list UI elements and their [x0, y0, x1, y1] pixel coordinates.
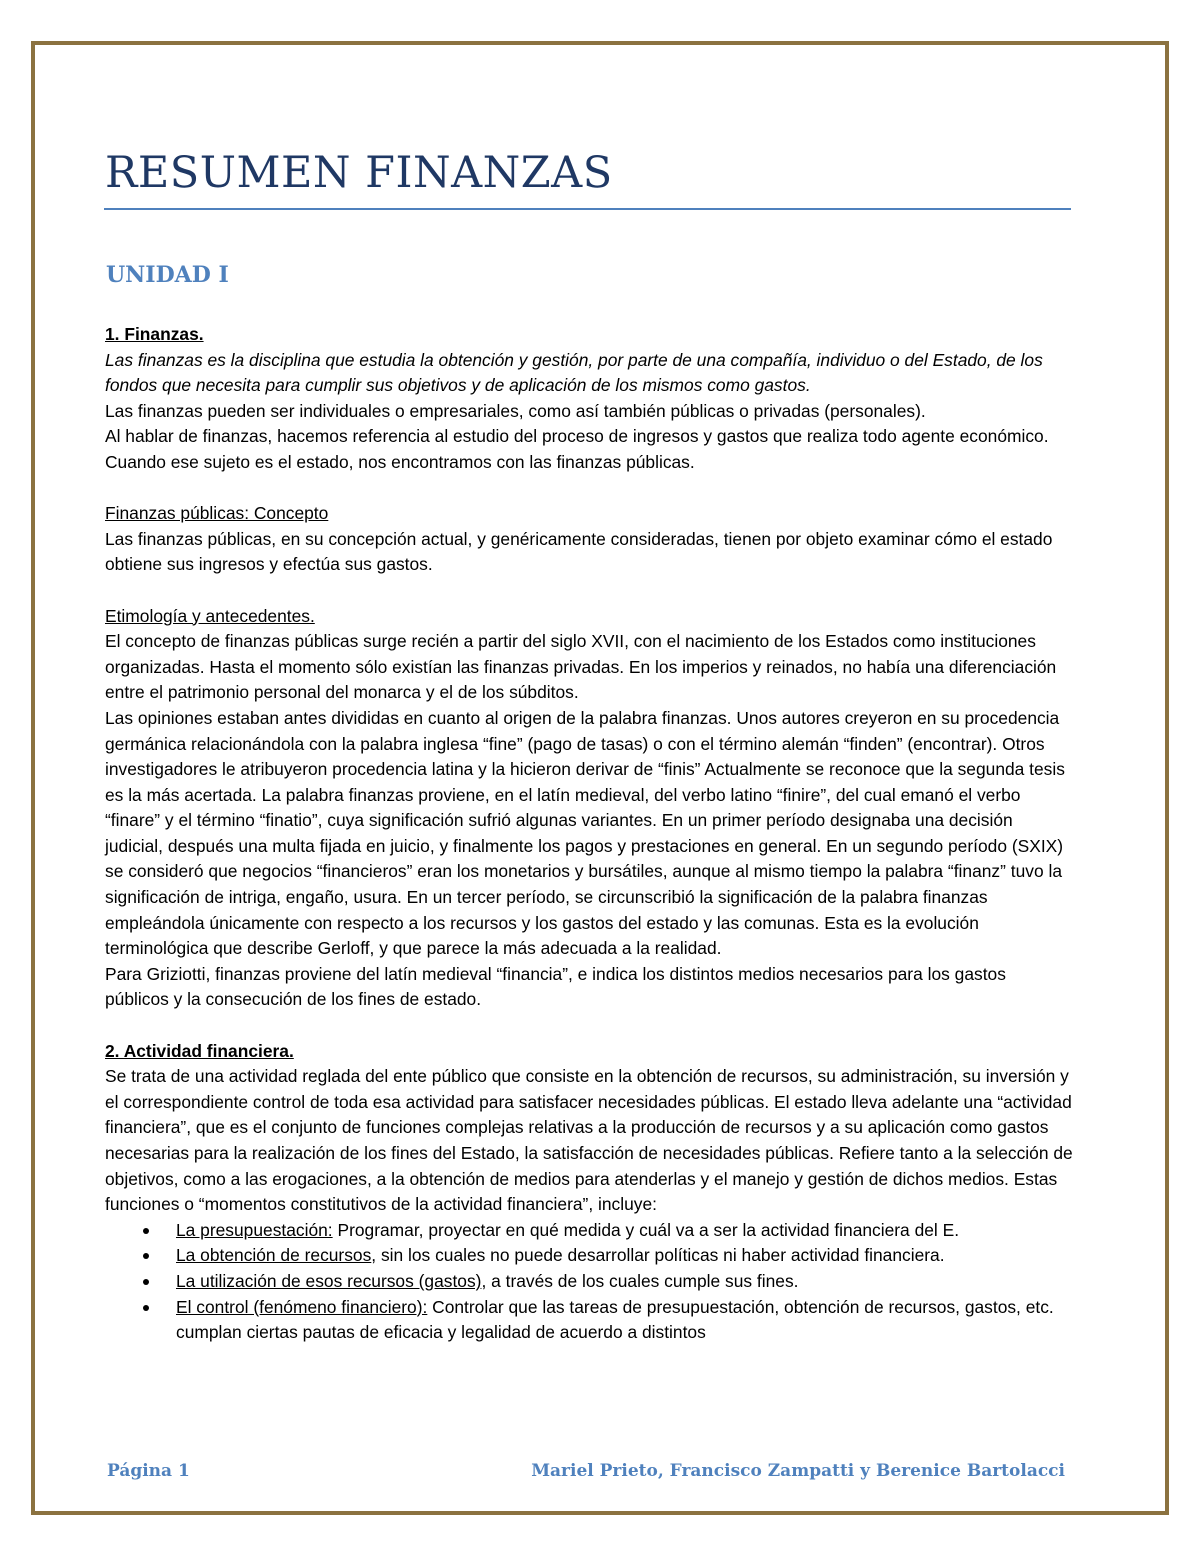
- list-item: [105, 1269, 1073, 1295]
- paragraph: Al hablar de finanzas, hacemos referencia al estudio del proceso de ingresos y gastos que realiza todo agente económico. Cuando ese sujeto es el estado, nos encontramos con las finanzas públicas.: [105, 426, 1049, 472]
- paragraph: Se trata de una actividad reglada del ente público que consiste en la obtención de recursos, su administración, su inversión y el correspondiente control de toda esa actividad para satisfacer necesidades públicas. El estado lleva adelante una “actividad financiera”, que es el conjunto de funciones complejas relativas a la producción de recursos y a su aplicación como gastos necesarias para la realización de los fines del Estado, la satisfacción de necesidades públicas. Refiere tanto a la selección de objetivos, como a las erogaciones, a la obtención de medios para atenderlas y el manejo y gestión de dichos medios. Estas funciones o “momentos constitutivos de la actividad financiera”, incluye:: [105, 1066, 1073, 1215]
- paragraph: Para Griziotti, finanzas proviene del latín medieval “financia”, e indica los distintos medios necesarios para los gastos públicos y la consecución de los fines de estado.: [105, 963, 1006, 1010]
- finanzas-definition: Las finanzas es la disciplina que estudia la obtención y gestión, por parte de una compañía, individuo o del Estado, de los fondos que necesita para cumplir sus objetivos y de aplicación de los mismos como gastos.: [105, 349, 1043, 396]
- list-item-text: , a través de los cuales cumple sus fines.: [481, 1270, 799, 1291]
- unit-heading: UNIDAD I: [106, 262, 229, 288]
- paragraph: Las opiniones estaban antes divididas en cuanto al origen de la palabra finanzas. Unos autores creyeron en su procedencia germánica relacionándola con la palabra inglesa “fine” (pago de tasas) o con el término alemán “finden” (encontrar). Otros investigadores le atribuyeron procedencia latina y la hicieron derivar de “finis” Actualmente se reconoce que la segunda tesis es la más acertada. La palabra finanzas proviene, en el latín medieval, del verbo latino “finire”, del cual emanó el verbo “finare” y el término “finatio”, cuya significación sufrió algunas variantes. En un primer período designaba una decisión judicial, después una multa fijada en juicio, y finalmente los pagos y prestaciones en general. En un segundo período (SXIX) se consideró que negocios “financieros” eran los monetarios y bursátiles, aunque al mismo tiempo la palabra “finanz” tuvo la significación de intriga, engaño, usura. En un tercer período, se circunscribió la significación de la palabra finanzas empleándola únicamente con respecto a los recursos y los gastos del estado y las comunas. Esta es la evolución terminológica que describe Gerloff, y que parece la más adecuada a la realidad.: [105, 707, 1065, 959]
- footer-authors: Mariel Prieto, Francisco Zampatti y Berenice Bartolacci: [531, 1461, 1065, 1481]
- paragraph: Las finanzas públicas, en su concepción actual, y genéricamente consideradas, tienen por objeto examinar cómo el estado obtiene sus ingresos y efectúa sus gastos.: [105, 528, 1053, 575]
- list-item-term: La presupuestación:: [176, 1219, 333, 1240]
- list-item-text: , sin los cuales no puede desarrollar políticas ni haber actividad financiera.: [371, 1245, 945, 1266]
- section-heading-actividad: 2. Actividad financiera.: [105, 1040, 294, 1061]
- document-title: RESUMEN FINANZAS: [105, 148, 613, 198]
- list-item: [105, 1295, 1073, 1346]
- list-item-term: La utilización de esos recursos (gastos): [176, 1270, 482, 1291]
- paragraph: El concepto de finanzas públicas surge recién a partir del siglo XVII, con el nacimiento de los Estados como instituciones organizadas. Hasta el momento sólo existían las finanzas privadas. En los imperios y reinados, no había una diferenciación entre el patrimonio personal del monarca y el de los súbditos.: [105, 631, 1057, 703]
- subheading-concepto: Finanzas públicas: Concepto: [105, 503, 329, 524]
- title-divider: [104, 208, 1071, 210]
- subheading-etimologia: Etimología y antecedentes.: [105, 605, 315, 626]
- section-heading-finanzas: 1. Finanzas.: [105, 324, 204, 344]
- page-number: Página 1: [107, 1461, 190, 1481]
- list-item-term: El control (fenómeno financiero):: [176, 1296, 428, 1317]
- document-body: [105, 322, 1073, 1346]
- list-item: [105, 1218, 1073, 1244]
- functions-list: [105, 1218, 1073, 1346]
- list-item: [105, 1243, 1073, 1269]
- paragraph: Las finanzas pueden ser individuales o empresariales, como así también públicas o privadas (personales).: [105, 400, 926, 421]
- list-item-text: Controlar que las tareas de presupuestación, obtención de recursos, gastos, etc. cumplan ciertas pautas de eficacia y legalidad de acuerdo a distintos: [176, 1296, 1054, 1343]
- list-item-term: La obtención de recursos: [176, 1245, 372, 1266]
- list-item-text: Programar, proyectar en qué medida y cuál va a ser la actividad financiera del E.: [332, 1219, 960, 1240]
